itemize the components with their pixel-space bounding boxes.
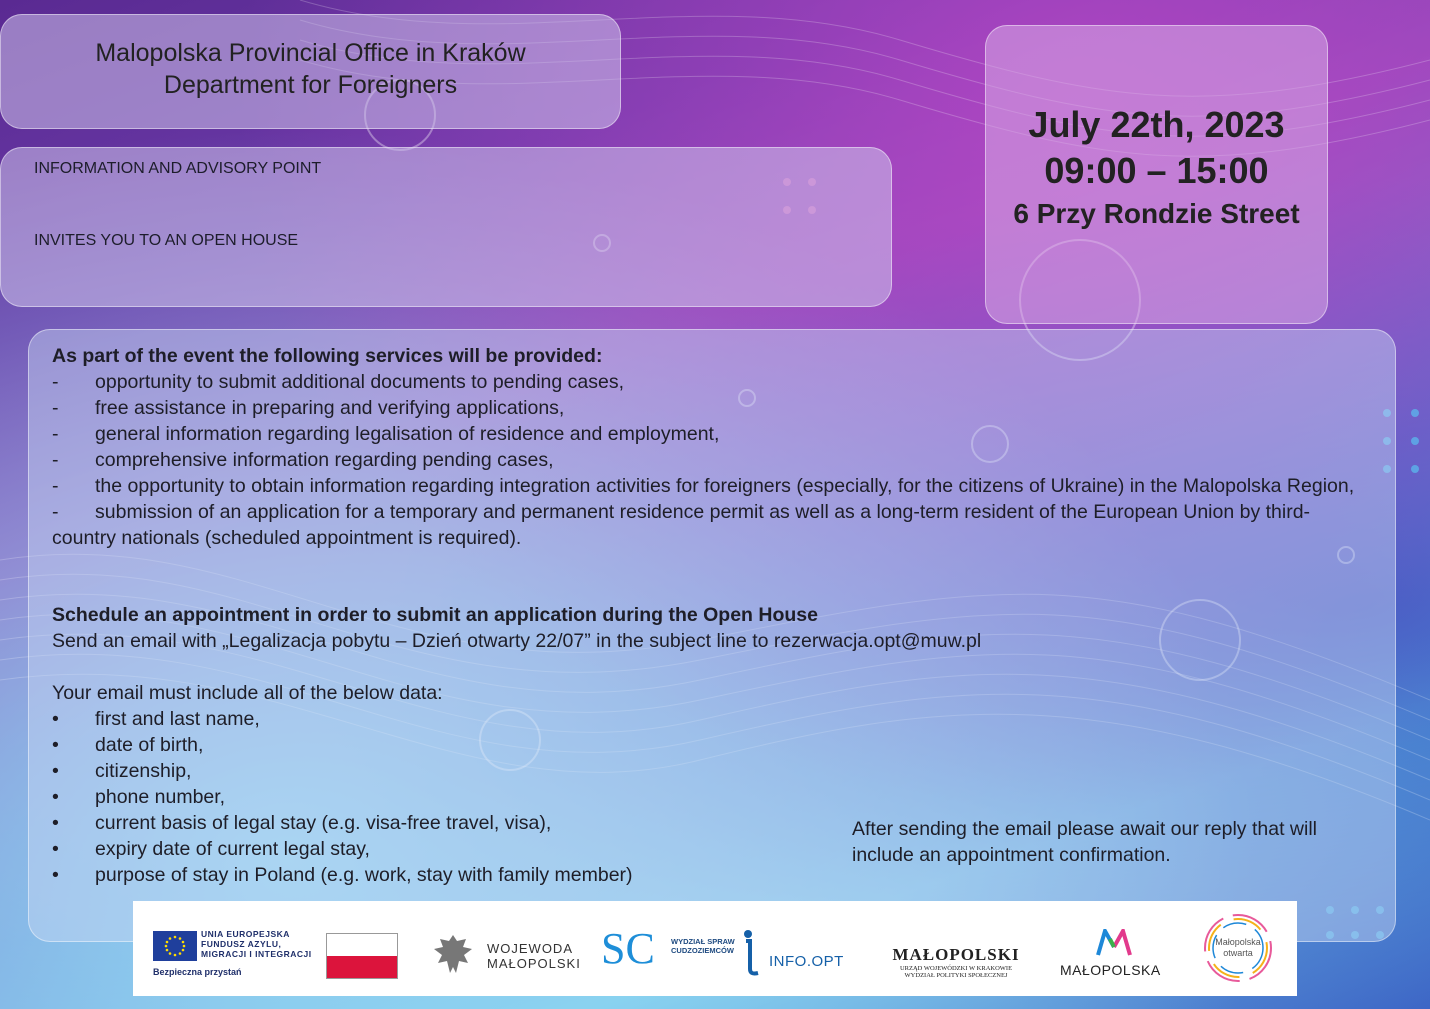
eagle-emblem-icon [430, 931, 476, 984]
requirement-item: • citizenship, [52, 760, 192, 782]
sc-logo-letters: SC [601, 924, 655, 973]
malopolska-otwarta-text: Małopolska otwarta [1215, 937, 1261, 958]
event-address: 6 Przy Rondzie Street [1013, 198, 1300, 229]
info-opt-icon [742, 929, 760, 979]
eu-flag-icon [153, 931, 197, 961]
page-title-line-1: INFORMATION AND ADVISORY POINT [34, 160, 322, 177]
malopolska-logo-text: MAŁOPOLSKA [1060, 962, 1161, 978]
event-time: 09:00 – 15:00 [1044, 150, 1269, 191]
wojewoda-logo-text: WOJEWODA MAŁOPOLSKI [487, 941, 581, 971]
requirement-item: • first and last name, [52, 708, 260, 730]
appointment-instructions: Send an email with „Legalizacja pobytu – Dzień otwarty 22/07” in the subject line to rezerwacja.opt@muw.pl [52, 630, 982, 652]
services-heading: As part of the event the following services will be provided: [52, 345, 603, 367]
service-item: - comprehensive information regarding pending cases, [52, 449, 554, 471]
appointment-heading: Schedule an appointment in order to submit an application during the Open House [52, 604, 818, 626]
malopolska-m-icon [1096, 929, 1132, 962]
after-sending-note: After sending the email please await our reply that will include an appointment confirmation. [852, 818, 1317, 866]
office-header-panel [0, 14, 621, 129]
service-item: - submission of an application for a temporary and permanent residence permit as well as a long-term resident of the European Union by third-country nationals (scheduled appointment is required). [52, 501, 1311, 549]
service-item: - the opportunity to obtain information regarding integration activities for foreigners (especially, for the citizens of Ukraine) in the Malopolska Region, [52, 475, 1355, 497]
service-item: - free assistance in preparing and verifying applications, [52, 397, 565, 419]
requirement-item: • current basis of legal stay (e.g. visa-free travel, visa), [52, 812, 552, 834]
email-requirements-intro: Your email must include all of the below data: [52, 682, 443, 704]
office-name: Malopolska Provincial Office in Kraków [95, 39, 526, 67]
event-details-panel [985, 25, 1328, 324]
polish-flag-icon [326, 933, 398, 979]
info-opt-text: INFO.OPT [769, 953, 844, 970]
service-item: - opportunity to submit additional documents to pending cases, [52, 371, 624, 393]
email-requirements-section [52, 680, 752, 888]
sc-logo-text: WYDZIAŁ SPRAW CUDZOZIEMCÓW [671, 937, 735, 955]
eu-fund-tagline: Bezpieczna przystań [153, 967, 242, 977]
requirement-item: • purpose of stay in Poland (e.g. work, stay with family member) [52, 864, 633, 886]
department-name: Department for Foreigners [163, 71, 458, 99]
services-section [52, 343, 1355, 551]
requirement-item: • phone number, [52, 786, 226, 808]
logo-bar [133, 901, 1297, 996]
page-title-line-2: INVITES YOU TO AN OPEN HOUSE [34, 232, 299, 249]
requirement-item: • expiry date of current legal stay, [52, 838, 370, 860]
appointment-section [52, 602, 1355, 654]
requirement-item: • date of birth, [52, 734, 204, 756]
muw-logo-text: MAŁOPOLSKI URZĄD WOJEWÓDZKI W KRAKOWIE WYDZIAŁ POLITYKI SPOŁECZNEJ [892, 945, 1020, 979]
service-item: - general information regarding legalisation of residence and employment, [52, 423, 720, 445]
event-date: July 22th, 2023 [1028, 104, 1285, 145]
eu-fund-text: UNIA EUROPEJSKA FUNDUSZ AZYLU, MIGRACJI I INTEGRACJI [201, 929, 312, 959]
